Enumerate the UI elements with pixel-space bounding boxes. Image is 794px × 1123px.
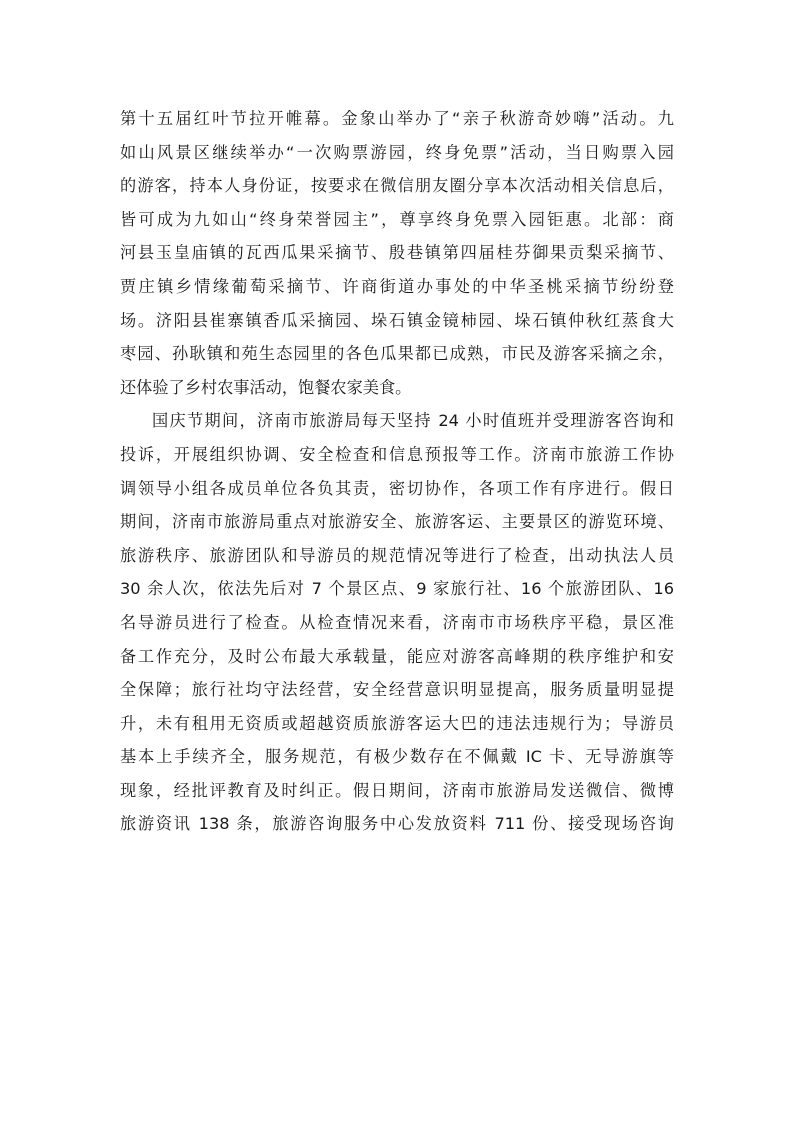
paragraph-line: 的游客，持本人身份证，按要求在微信朋友圈分享本次活动相关信息后， bbox=[120, 176, 674, 196]
paragraph-line: 贾庄镇乡情缘葡萄采摘节、许商街道办事处的中华圣桃采摘节纷纷登 bbox=[120, 276, 674, 296]
paragraph-line: 升，未有租用无资质或超越资质旅游客运大巴的违法违规行为；导游员 bbox=[120, 713, 674, 733]
body-text bbox=[120, 102, 674, 841]
paragraph-line: 河县玉皇庙镇的瓦西瓜果采摘节、殷巷镇第四届桂芬御果贡梨采摘节、 bbox=[120, 243, 674, 263]
paragraph-1 bbox=[120, 102, 674, 404]
paragraph-line: 备工作充分，及时公布最大承载量，能应对游客高峰期的秩序维护和安 bbox=[120, 646, 674, 666]
paragraph-line: 如山风景区继续举办“一次购票游园，终身免票”活动，当日购票入园 bbox=[120, 142, 674, 162]
paragraph-line: 期间，济南市旅游局重点对旅游安全、旅游客运、主要景区的游览环境、 bbox=[120, 512, 674, 532]
paragraph-line: 30 余人次，依法先后对 7 个景区点、9 家旅行社、16 个旅游团队、16 bbox=[120, 579, 674, 599]
paragraph-line: 旅游秩序、旅游团队和导游员的规范情况等进行了检查，出动执法人员 bbox=[120, 545, 674, 565]
paragraph-line: 国庆节期间，济南市旅游局每天坚持 24 小时值班并受理游客咨询和 bbox=[152, 411, 674, 431]
paragraph-line: 第十五届红叶节拉开帷幕。金象山举办了“亲子秋游奇妙嗨”活动。九 bbox=[120, 109, 674, 128]
paragraph-line: 基本上手续齐全，服务规范，有极少数存在不佩戴 IC 卡、无导游旗等 bbox=[120, 747, 674, 767]
paragraph-line: 旅游资讯 138 条，旅游咨询服务中心发放资料 711 份、接受现场咨询 bbox=[120, 814, 674, 834]
paragraph-line: 调领导小组各成员单位各负其责，密切协作，各项工作有序进行。假日 bbox=[120, 478, 674, 498]
paragraph-line: 投诉，开展组织协调、安全检查和信息预报等工作。济南市旅游工作协 bbox=[120, 444, 674, 464]
paragraph-line: 枣园、孙耿镇和苑生态园里的各色瓜果都已成熟，市民及游客采摘之余， bbox=[120, 344, 674, 364]
paragraph-line: 场。济阳县崔寨镇香瓜采摘园、垛石镇金镜柿园、垛石镇仲秋红蒸食大 bbox=[120, 310, 674, 330]
paragraph-2 bbox=[120, 404, 674, 841]
paragraph-line: 名导游员进行了检查。从检查情况来看，济南市市场秩序平稳，景区准 bbox=[120, 612, 674, 632]
paragraph-line: 还体验了乡村农事活动，饱餐农家美食。 bbox=[120, 377, 412, 397]
paragraph-line: 全保障；旅行社均守法经营，安全经营意识明显提高，服务质量明显提 bbox=[120, 680, 674, 700]
paragraph-line: 皆可成为九如山“终身荣誉园主”，尊享终身免票入园钜惠。北部：商 bbox=[120, 209, 674, 229]
paragraph-line: 现象，经批评教育及时纠正。假日期间，济南市旅游局发送微信、微博 bbox=[120, 780, 674, 800]
